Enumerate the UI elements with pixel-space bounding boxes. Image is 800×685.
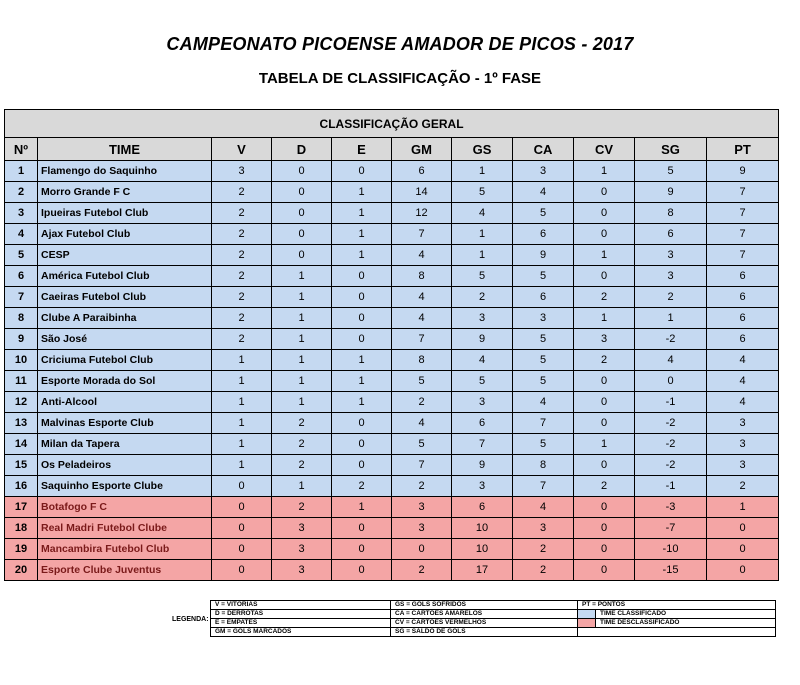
cell-ca: 9 [513,245,574,266]
cell-d: 2 [272,497,332,518]
cell-gm: 8 [392,266,452,287]
cell-ca: 7 [513,413,574,434]
cell-pt: 3 [707,455,779,476]
cell-team: Flamengo do Saquinho [38,161,212,182]
cell-d: 1 [272,266,332,287]
cell-e: 2 [332,476,392,497]
cell-e: 1 [332,203,392,224]
cell-pt: 7 [707,245,779,266]
cell-team: Mancambira Futebol Club [38,539,212,560]
cell-e: 0 [332,266,392,287]
cell-d: 0 [272,203,332,224]
cell-team: Criciuma Futebol Club [38,350,212,371]
cell-num: 15 [5,455,38,476]
cell-gm: 7 [392,329,452,350]
cell-ca: 5 [513,203,574,224]
table-row [5,371,779,392]
header-team: TIME [38,138,212,161]
cell-sg: 3 [635,266,707,287]
cell-team: América Futebol Club [38,266,212,287]
cell-e: 0 [332,518,392,539]
table-row [5,413,779,434]
table-row [5,560,779,581]
cell-pt: 3 [707,434,779,455]
cell-ca: 2 [513,539,574,560]
cell-gm: 4 [392,413,452,434]
cell-sg: -2 [635,413,707,434]
cell-pt: 4 [707,350,779,371]
cell-d: 3 [272,560,332,581]
cell-e: 1 [332,350,392,371]
cell-gm: 5 [392,371,452,392]
cell-d: 0 [272,224,332,245]
cell-pt: 4 [707,392,779,413]
cell-ca: 5 [513,371,574,392]
legend-empty [578,628,776,637]
cell-num: 13 [5,413,38,434]
cell-gm: 3 [392,497,452,518]
cell-num: 4 [5,224,38,245]
table-row [5,329,779,350]
cell-v: 2 [212,308,272,329]
cell-e: 0 [332,413,392,434]
cell-d: 1 [272,329,332,350]
cell-team: Os Peladeiros [38,455,212,476]
cell-pt: 0 [707,560,779,581]
cell-v: 1 [212,455,272,476]
legend-gm: GM = GOLS MARCADOS [211,628,391,637]
cell-gm: 3 [392,518,452,539]
cell-pt: 2 [707,476,779,497]
cell-d: 1 [272,350,332,371]
cell-v: 0 [212,539,272,560]
cell-ca: 2 [513,560,574,581]
legend-table [210,600,776,637]
cell-e: 1 [332,497,392,518]
cell-pt: 6 [707,266,779,287]
cell-d: 0 [272,245,332,266]
cell-cv: 1 [574,308,635,329]
cell-ca: 5 [513,434,574,455]
cell-e: 1 [332,371,392,392]
table-row [5,434,779,455]
cell-gs: 6 [452,497,513,518]
table-row [5,476,779,497]
page-title: CAMPEONATO PICOENSE AMADOR DE PICOS - 2017 [166,34,634,54]
cell-ca: 5 [513,329,574,350]
cell-e: 1 [332,392,392,413]
cell-ca: 5 [513,350,574,371]
cell-pt: 3 [707,413,779,434]
cell-sg: 5 [635,161,707,182]
cell-v: 3 [212,161,272,182]
header-d: D [272,138,332,161]
cell-gs: 3 [452,392,513,413]
cell-e: 0 [332,287,392,308]
cell-gs: 7 [452,434,513,455]
table-row [5,392,779,413]
cell-num: 2 [5,182,38,203]
cell-ca: 8 [513,455,574,476]
cell-v: 1 [212,350,272,371]
cell-num: 19 [5,539,38,560]
header-num: Nº [5,138,38,161]
cell-cv: 1 [574,161,635,182]
cell-num: 1 [5,161,38,182]
cell-team: Saquinho Esporte Clube [38,476,212,497]
page-subtitle: TABELA DE CLASSIFICAÇÃO - 1º FASE [258,70,542,87]
cell-pt: 6 [707,287,779,308]
cell-v: 2 [212,224,272,245]
cell-num: 5 [5,245,38,266]
cell-team: Botafogo F C [38,497,212,518]
table-row [5,518,779,539]
cell-v: 0 [212,497,272,518]
cell-num: 20 [5,560,38,581]
cell-gm: 8 [392,350,452,371]
cell-v: 2 [212,182,272,203]
cell-num: 18 [5,518,38,539]
cell-num: 14 [5,434,38,455]
cell-pt: 4 [707,371,779,392]
cell-cv: 0 [574,413,635,434]
table-row [5,203,779,224]
header-e: E [332,138,392,161]
legend-pt: PT = PONTOS [578,601,776,610]
cell-num: 10 [5,350,38,371]
cell-ca: 5 [513,266,574,287]
table-row [5,245,779,266]
cell-pt: 7 [707,224,779,245]
cell-sg: 2 [635,287,707,308]
cell-v: 1 [212,434,272,455]
cell-d: 3 [272,518,332,539]
cell-e: 0 [332,329,392,350]
cell-gs: 17 [452,560,513,581]
cell-d: 0 [272,182,332,203]
cell-e: 0 [332,434,392,455]
legend-classified-swatch [578,610,596,619]
table-header-row [5,138,779,161]
cell-pt: 0 [707,518,779,539]
cell-v: 1 [212,413,272,434]
cell-gs: 9 [452,455,513,476]
cell-gm: 12 [392,203,452,224]
cell-sg: -2 [635,455,707,476]
cell-sg: 8 [635,203,707,224]
cell-v: 0 [212,518,272,539]
cell-d: 1 [272,308,332,329]
legend-cv: CV = CARTÕES VERMELHOS [391,619,578,628]
cell-gs: 4 [452,350,513,371]
cell-num: 8 [5,308,38,329]
table-row [5,539,779,560]
cell-pt: 6 [707,308,779,329]
cell-e: 0 [332,455,392,476]
cell-gs: 5 [452,266,513,287]
cell-e: 0 [332,560,392,581]
cell-v: 2 [212,203,272,224]
header-gm: GM [392,138,452,161]
cell-cv: 2 [574,350,635,371]
cell-v: 2 [212,329,272,350]
cell-gm: 5 [392,434,452,455]
cell-e: 1 [332,182,392,203]
cell-gm: 4 [392,308,452,329]
cell-gs: 5 [452,182,513,203]
cell-sg: -2 [635,329,707,350]
cell-d: 1 [272,392,332,413]
legend-label: LEGENDA: [172,616,209,623]
cell-pt: 6 [707,329,779,350]
header-ca: CA [513,138,574,161]
cell-v: 2 [212,245,272,266]
cell-num: 7 [5,287,38,308]
cell-v: 1 [212,371,272,392]
cell-gs: 4 [452,203,513,224]
header-pt: PT [707,138,779,161]
cell-gm: 0 [392,539,452,560]
cell-team: Morro Grande F C [38,182,212,203]
legend-relegated: TIME DESCLASSIFICADO [596,619,776,628]
cell-sg: 6 [635,224,707,245]
cell-v: 0 [212,476,272,497]
cell-v: 1 [212,392,272,413]
table-row [5,455,779,476]
cell-gs: 3 [452,308,513,329]
legend-e: E = EMPATES [211,619,391,628]
cell-gs: 9 [452,329,513,350]
cell-cv: 0 [574,539,635,560]
cell-gm: 7 [392,455,452,476]
table-row [5,497,779,518]
cell-num: 6 [5,266,38,287]
legend-ca: CA = CARTÕES AMARELOS [391,610,578,619]
cell-cv: 0 [574,392,635,413]
table-row [5,350,779,371]
cell-pt: 1 [707,497,779,518]
table-row [5,182,779,203]
header-cv: CV [574,138,635,161]
cell-gs: 1 [452,245,513,266]
cell-cv: 0 [574,371,635,392]
header-gs: GS [452,138,513,161]
cell-d: 1 [272,476,332,497]
table-row [5,308,779,329]
cell-d: 1 [272,371,332,392]
cell-gs: 3 [452,476,513,497]
cell-ca: 3 [513,161,574,182]
cell-ca: 4 [513,182,574,203]
cell-gm: 14 [392,182,452,203]
cell-e: 0 [332,161,392,182]
cell-gm: 2 [392,392,452,413]
cell-sg: -7 [635,518,707,539]
cell-ca: 4 [513,392,574,413]
cell-gs: 2 [452,287,513,308]
cell-pt: 7 [707,182,779,203]
cell-num: 12 [5,392,38,413]
cell-d: 3 [272,539,332,560]
cell-sg: 0 [635,371,707,392]
cell-sg: -1 [635,476,707,497]
cell-sg: -15 [635,560,707,581]
cell-v: 2 [212,287,272,308]
cell-gs: 5 [452,371,513,392]
cell-sg: 3 [635,245,707,266]
cell-team: Malvinas Esporte Club [38,413,212,434]
cell-cv: 0 [574,203,635,224]
table-banner: CLASSIFICAÇÃO GERAL [5,110,779,138]
cell-gm: 6 [392,161,452,182]
standings-table [4,109,779,581]
cell-e: 1 [332,224,392,245]
legend-d: D = DERROTAS [211,610,391,619]
cell-gs: 1 [452,161,513,182]
cell-num: 3 [5,203,38,224]
cell-num: 17 [5,497,38,518]
header-sg: SG [635,138,707,161]
cell-gs: 1 [452,224,513,245]
cell-gs: 10 [452,518,513,539]
cell-cv: 1 [574,245,635,266]
cell-ca: 4 [513,497,574,518]
cell-team: Real Madri Futebol Clube [38,518,212,539]
cell-cv: 0 [574,224,635,245]
cell-team: Ajax Futebol Club [38,224,212,245]
cell-team: Anti-Alcool [38,392,212,413]
cell-d: 2 [272,413,332,434]
cell-cv: 2 [574,287,635,308]
cell-d: 2 [272,434,332,455]
cell-gm: 7 [392,224,452,245]
cell-e: 1 [332,245,392,266]
cell-cv: 0 [574,518,635,539]
legend-classified: TIME CLASSIFICADO [596,610,776,619]
cell-v: 0 [212,560,272,581]
cell-team: Caeiras Futebol Club [38,287,212,308]
cell-ca: 7 [513,476,574,497]
cell-pt: 7 [707,203,779,224]
cell-sg: 9 [635,182,707,203]
cell-cv: 0 [574,455,635,476]
cell-v: 2 [212,266,272,287]
cell-sg: 4 [635,350,707,371]
cell-sg: -1 [635,392,707,413]
cell-d: 0 [272,161,332,182]
cell-d: 1 [272,287,332,308]
cell-cv: 1 [574,434,635,455]
cell-gm: 4 [392,245,452,266]
cell-gm: 4 [392,287,452,308]
cell-num: 9 [5,329,38,350]
table-row [5,287,779,308]
cell-cv: 0 [574,182,635,203]
cell-cv: 0 [574,560,635,581]
legend-v: V = VITÓRIAS [211,601,391,610]
cell-cv: 0 [574,266,635,287]
cell-gm: 2 [392,476,452,497]
cell-e: 0 [332,308,392,329]
cell-team: Milan da Tapera [38,434,212,455]
header-v: V [212,138,272,161]
cell-cv: 2 [574,476,635,497]
cell-team: Esporte Morada do Sol [38,371,212,392]
cell-ca: 3 [513,308,574,329]
cell-cv: 0 [574,497,635,518]
cell-num: 11 [5,371,38,392]
cell-team: Ipueiras Futebol Club [38,203,212,224]
cell-e: 0 [332,539,392,560]
cell-cv: 3 [574,329,635,350]
legend-sg: SG = SALDO DE GOLS [391,628,578,637]
cell-gs: 6 [452,413,513,434]
cell-gm: 2 [392,560,452,581]
cell-sg: -3 [635,497,707,518]
legend-gs: GS = GOLS SOFRIDOS [391,601,578,610]
cell-gs: 10 [452,539,513,560]
cell-team: São José [38,329,212,350]
cell-team: Esporte Clube Juventus [38,560,212,581]
cell-sg: -10 [635,539,707,560]
cell-num: 16 [5,476,38,497]
cell-sg: -2 [635,434,707,455]
cell-pt: 0 [707,539,779,560]
cell-pt: 9 [707,161,779,182]
table-row [5,161,779,182]
table-row [5,266,779,287]
cell-sg: 1 [635,308,707,329]
cell-team: CESP [38,245,212,266]
cell-ca: 3 [513,518,574,539]
table-row [5,224,779,245]
standings-body [5,161,779,581]
cell-ca: 6 [513,224,574,245]
cell-team: Clube A Paraibinha [38,308,212,329]
legend-relegated-swatch [578,619,596,628]
cell-ca: 6 [513,287,574,308]
cell-d: 2 [272,455,332,476]
